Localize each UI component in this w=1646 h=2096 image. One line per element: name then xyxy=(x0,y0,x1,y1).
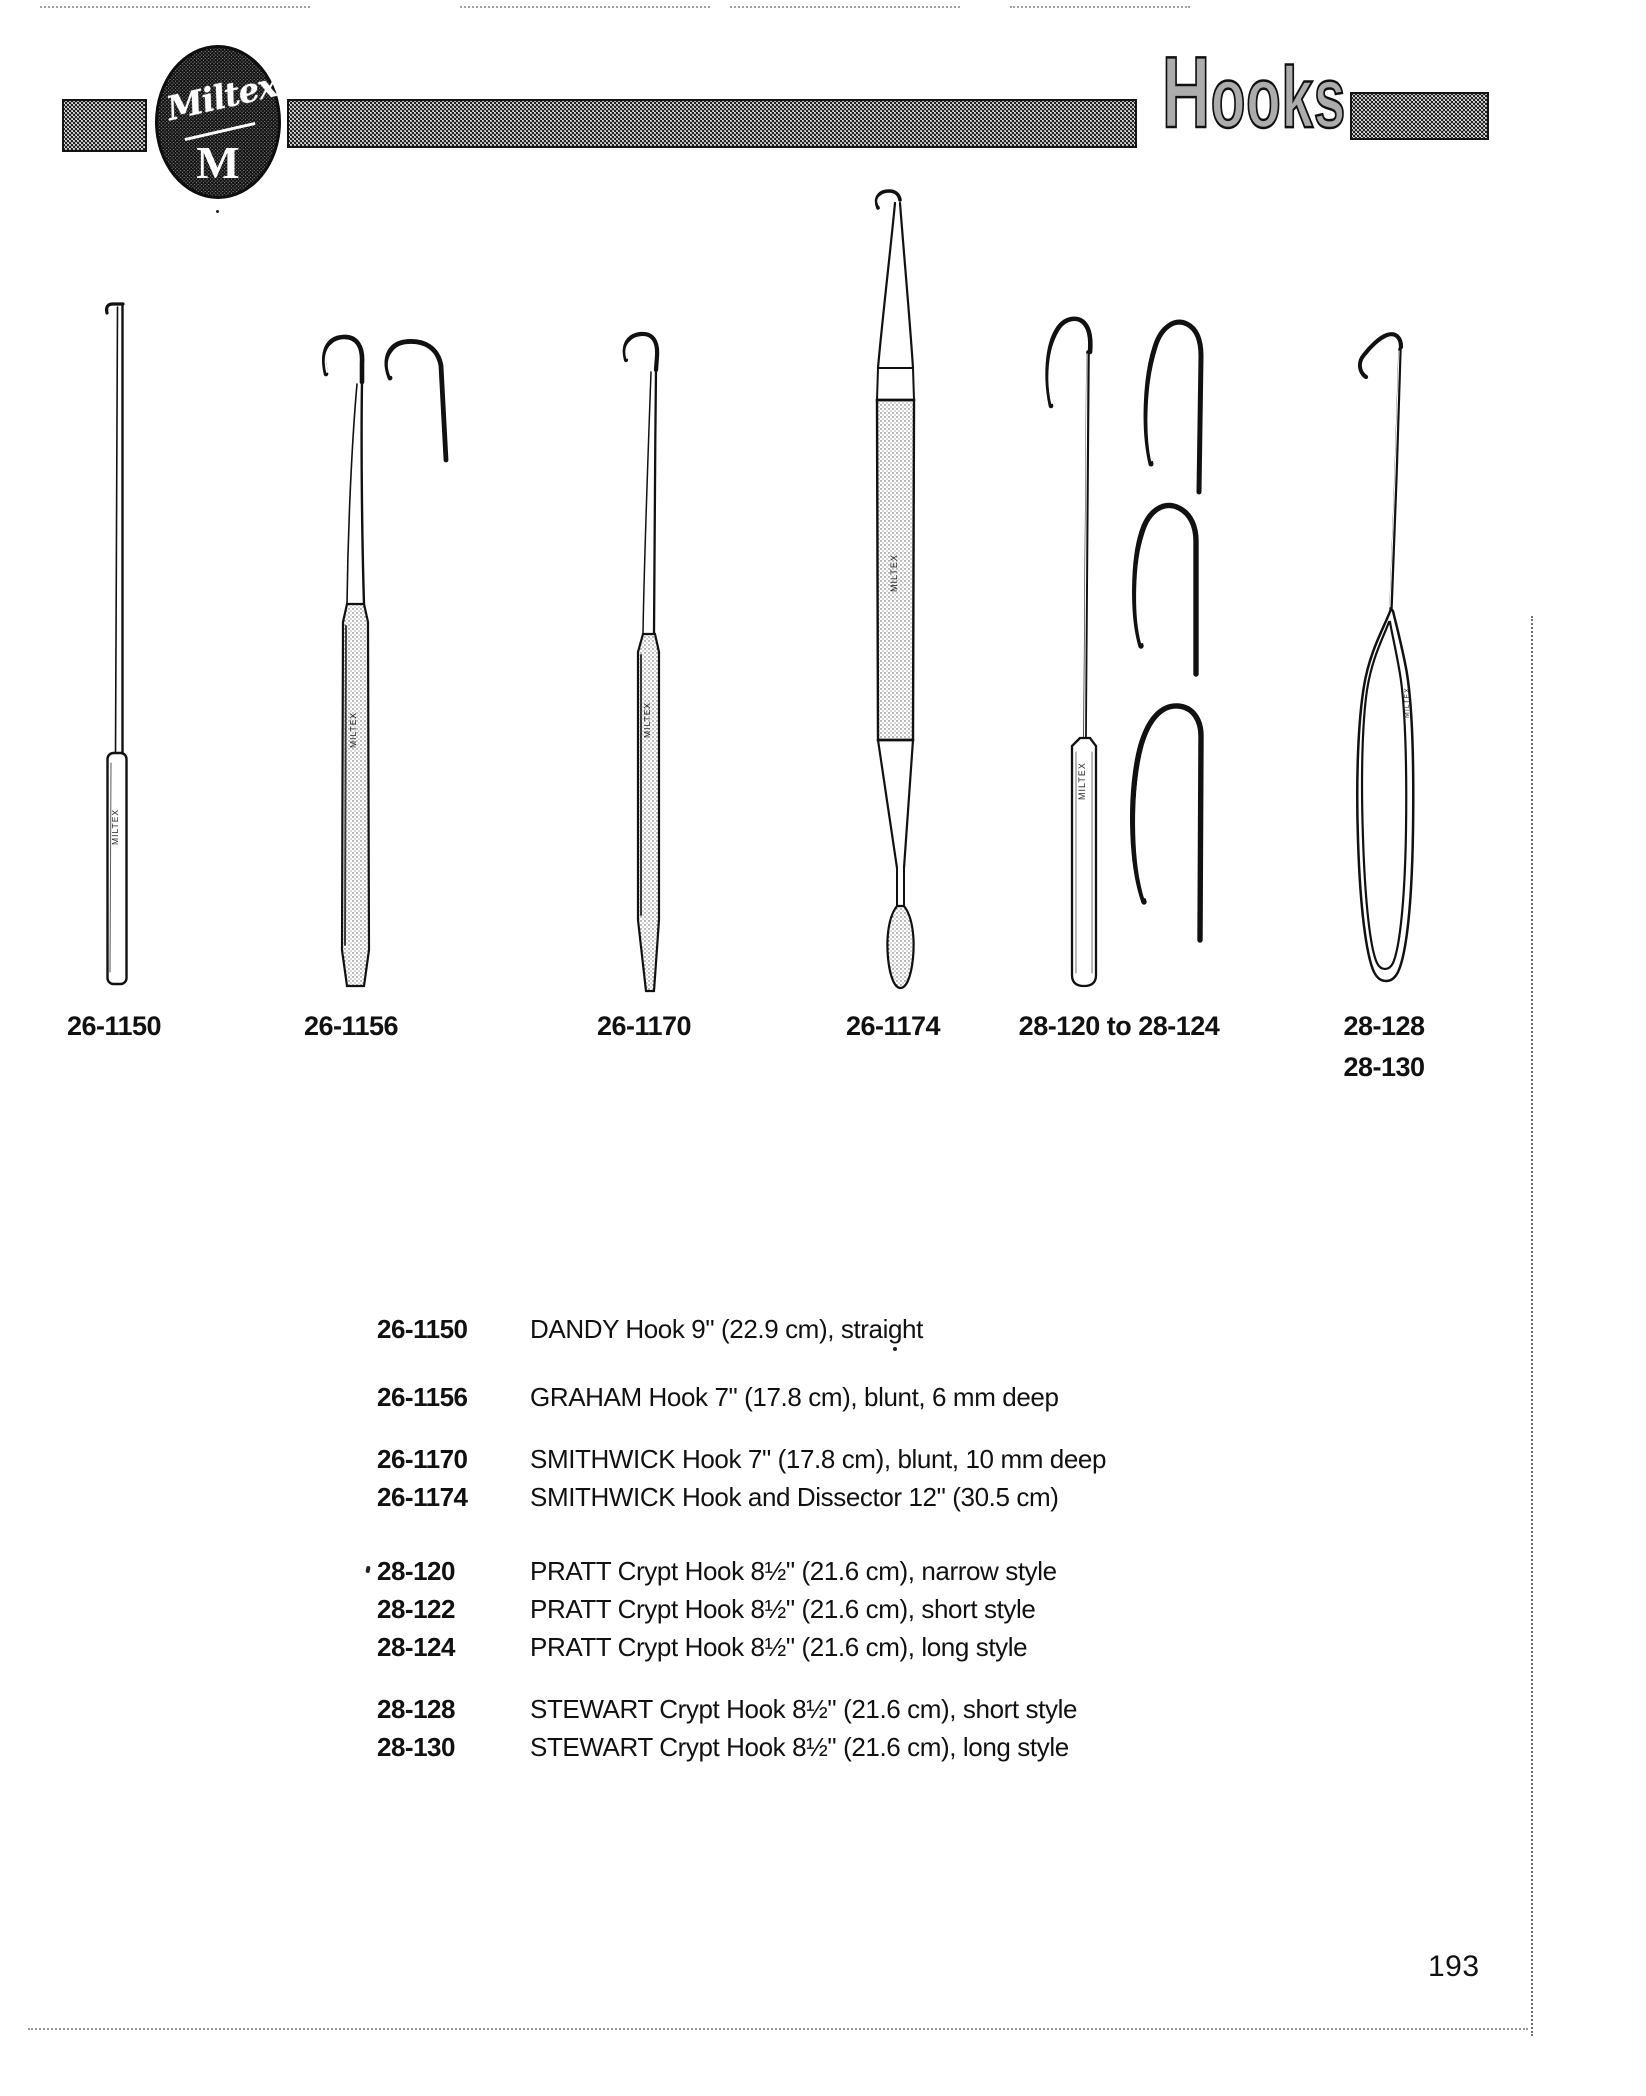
item-code: 28-124 xyxy=(377,1632,455,1662)
figure-label-26-1174: 26-1174 xyxy=(845,1011,941,1041)
item-description: DANDY Hook 9" (22.9 cm), straight xyxy=(530,1314,923,1344)
item-code: 26-1170 xyxy=(377,1444,468,1474)
miltex-logo xyxy=(155,45,281,199)
item-description: PRATT Crypt Hook 8½" (21.6 cm), narrow style xyxy=(530,1556,1057,1586)
item-description: SMITHWICK Hook and Dissector 12" (30.5 cm) xyxy=(530,1482,1059,1512)
miltex-engraving: MILTEX xyxy=(348,711,358,748)
drawing-26-1170 xyxy=(625,334,659,991)
item-code: 28-120 xyxy=(377,1556,455,1586)
figure-label-26-1170: 26-1170 xyxy=(596,1011,692,1041)
miltex-engraving: MILTEX xyxy=(110,808,120,845)
item-description: GRAHAM Hook 7" (17.8 cm), blunt, 6 mm deep xyxy=(530,1382,1059,1412)
figure-label-26-1150: 26-1150 xyxy=(66,1011,162,1041)
item-description: STEWART Crypt Hook 8½" (21.6 cm), short style xyxy=(530,1694,1078,1724)
catalog-listing xyxy=(377,1314,1137,1770)
miltex-logo-letter: M xyxy=(196,137,240,188)
miltex-engraving: MILTEX xyxy=(1077,762,1087,800)
catalog-row xyxy=(377,1314,1137,1352)
bottom-dashed-rule xyxy=(28,2028,1528,2030)
catalog-row xyxy=(377,1444,1137,1482)
catalog-row xyxy=(377,1732,1137,1770)
miltex-engraving: MILTEX xyxy=(1404,687,1411,718)
drawing-28-120-124 xyxy=(1048,319,1201,986)
drawing-26-1156 xyxy=(324,337,446,986)
figure-label-28-128: 28-128 xyxy=(1343,1011,1425,1041)
item-code: 28-130 xyxy=(377,1732,455,1762)
item-code: 26-1156 xyxy=(377,1382,468,1412)
figure-label-28-120-124: 28-120 to 28-124 xyxy=(1018,1011,1220,1041)
miltex-engraving: MILTEX xyxy=(642,701,652,738)
catalog-row xyxy=(377,1556,1137,1594)
item-description: STEWART Crypt Hook 8½" (21.6 cm), long style xyxy=(530,1732,1069,1762)
scan-artifact-dot xyxy=(365,1566,370,1574)
figure-label-28-128-130 xyxy=(1314,1006,1454,1088)
page-title: Hooks xyxy=(1162,37,1346,149)
miltex-logo-script: Miltex xyxy=(162,65,281,129)
item-description: PRATT Crypt Hook 8½" (21.6 cm), long style xyxy=(530,1632,1028,1662)
drawing-28-128-130 xyxy=(1357,334,1413,981)
catalog-row xyxy=(377,1632,1137,1670)
drawing-26-1150 xyxy=(107,304,127,984)
catalog-row xyxy=(377,1382,1137,1420)
drawing-26-1174 xyxy=(877,191,914,988)
catalog-row xyxy=(377,1694,1137,1732)
miltex-engraving: MILTEX xyxy=(889,554,899,592)
item-code: 26-1150 xyxy=(377,1314,468,1344)
figure-label-28-130: 28-130 xyxy=(1343,1052,1425,1082)
item-code: 28-122 xyxy=(377,1594,455,1624)
catalog-row xyxy=(377,1594,1137,1632)
item-code: 26-1174 xyxy=(377,1482,468,1512)
figure-label-26-1156: 26-1156 xyxy=(303,1011,399,1041)
page-number: 193 xyxy=(1428,1950,1480,1983)
item-description: PRATT Crypt Hook 8½" (21.6 cm), short style xyxy=(530,1594,1036,1624)
item-description: SMITHWICK Hook 7" (17.8 cm), blunt, 10 mm deep xyxy=(530,1444,1107,1474)
item-code: 28-128 xyxy=(377,1694,455,1724)
catalog-row xyxy=(377,1482,1137,1520)
